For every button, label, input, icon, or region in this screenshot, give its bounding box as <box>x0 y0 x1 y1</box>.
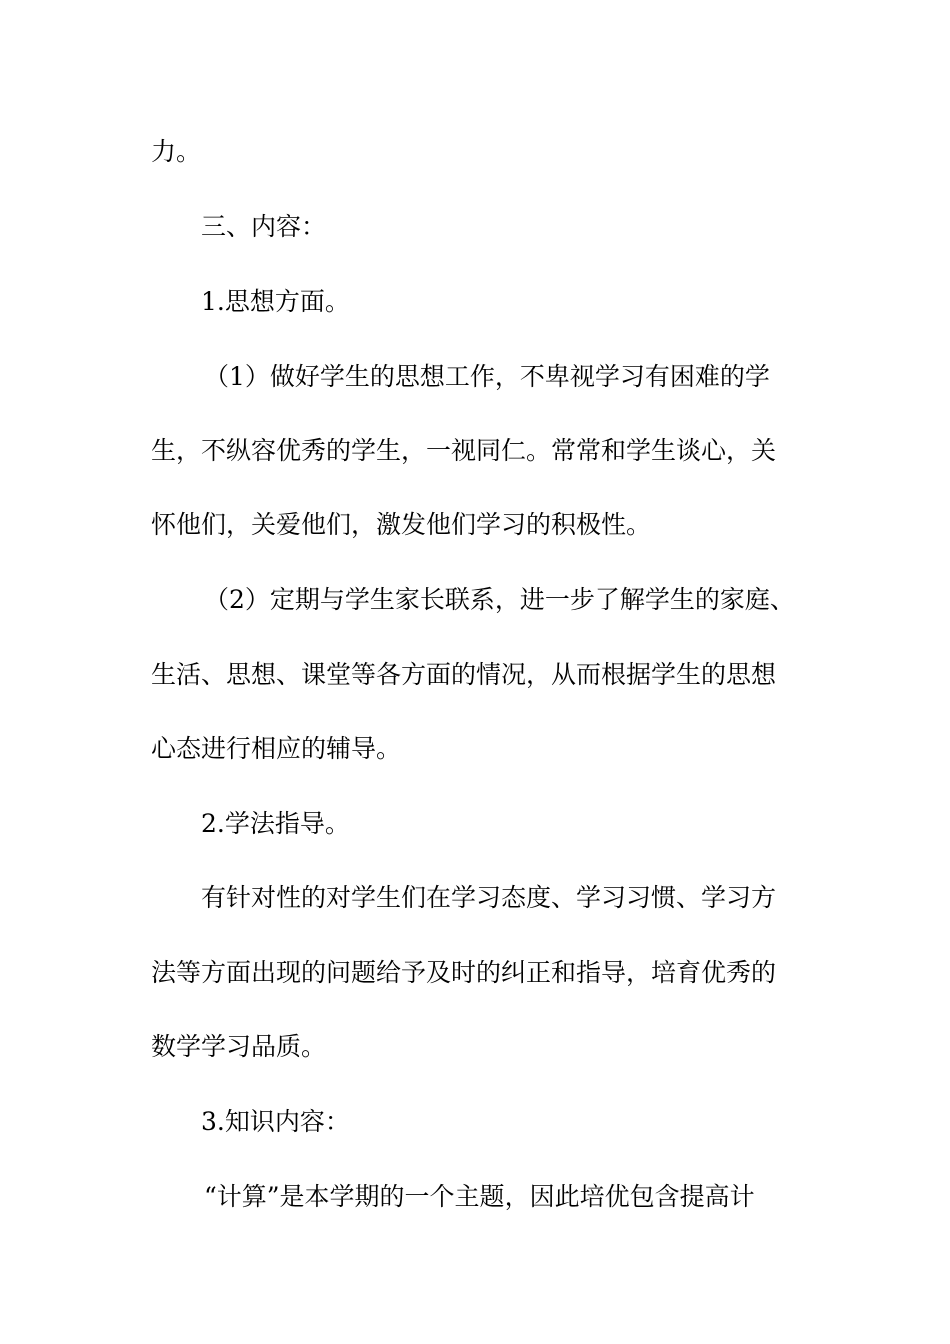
subsection-heading: 2.学法指导。 <box>201 809 350 838</box>
text-line: 生，不纵容优秀的学生，一视同仁。常常和学生谈心，关 <box>151 436 777 465</box>
text-line: 心态进行相应的辅导。 <box>151 734 402 763</box>
section-heading: 三、内容： <box>201 212 327 241</box>
text-line: （2）定期与学生家长联系，进一步了解学生的家庭、 <box>204 585 795 614</box>
text-line: 法等方面出现的问题给予及时的纠正和指导，培育优秀的 <box>151 958 777 987</box>
subsection-heading: 1.思想方面。 <box>201 287 350 316</box>
text-line: 数学学习品质。 <box>151 1032 327 1061</box>
text-line: （1）做好学生的思想工作，不卑视学习有困难的学 <box>204 362 770 391</box>
text-line: 生活、思想、课堂等各方面的情况，从而根据学生的思想 <box>151 660 777 689</box>
subsection-heading: 3.知识内容： <box>201 1107 350 1136</box>
text-line: 力。 <box>151 137 202 166</box>
text-line: 怀他们，关爱他们，激发他们学习的积极性。 <box>151 510 652 539</box>
text-line: “计算”是本学期的一个主题，因此培优包含提高计 <box>204 1182 755 1211</box>
text-line: 有针对性的对学生们在学习态度、学习习惯、学习方 <box>201 883 777 912</box>
